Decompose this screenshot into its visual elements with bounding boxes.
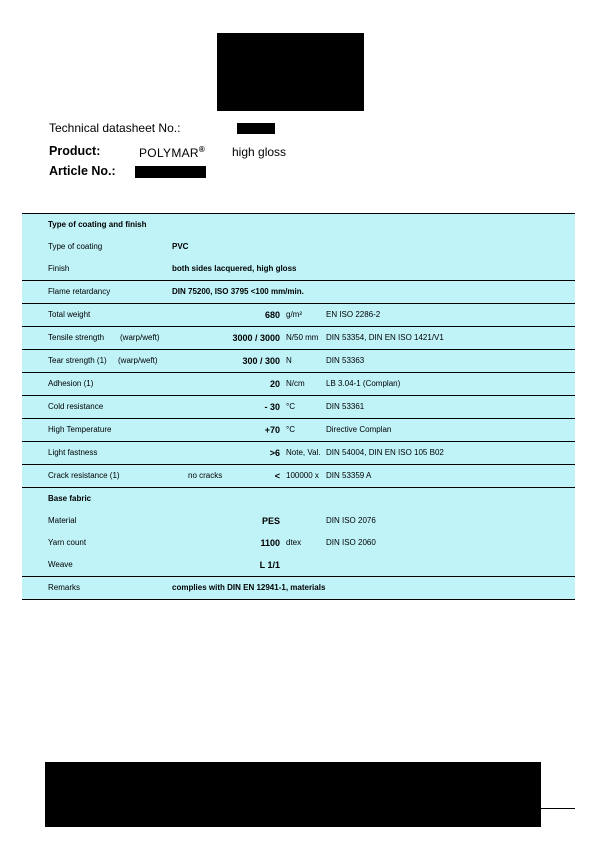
section-title: Type of coating and finish [48,220,147,229]
row-label: Type of coating [48,242,103,251]
row-norm: EN ISO 2286-2 [326,310,381,319]
row-norm: DIN 53354, DIN EN ISO 1421/V1 [326,333,444,342]
table-row [22,303,575,326]
row-sublabel: (warp/weft) [120,333,160,342]
row-label: Light fastness [48,448,98,457]
row-norm: DIN ISO 2076 [326,516,376,525]
row-value: both sides lacquered, high gloss [172,264,297,273]
row-value: complies with DIN EN 12941-1, materials [172,583,326,592]
row-value: PVC [172,242,189,251]
table-row [22,280,575,303]
row-value: L 1/1 [259,560,280,570]
table-row [22,441,575,464]
row-label: Weave [48,560,73,569]
row-value: +70 [264,425,280,435]
table-row [22,395,575,418]
row-label: Tensile strength [48,333,105,342]
table-row [22,464,575,487]
row-norm: DIN ISO 2060 [326,538,376,547]
product-name-text: POLYMAR [139,146,199,160]
row-unit: °C [286,425,295,434]
registered-mark: ® [198,145,206,154]
product-name [139,145,205,160]
row-label: Yarn count [48,538,87,547]
row-value: 3000 / 3000 [232,333,280,343]
row-unit: g/m² [286,310,302,319]
table-row [22,532,575,554]
row-norm: LB 3.04-1 (Complan) [326,379,401,388]
article-label: Article No.: [49,164,116,178]
section-title: Base fabric [48,494,92,503]
footer-rule [540,808,575,809]
row-label: Remarks [48,583,81,592]
section-header-base-fabric [22,487,575,510]
row-sublabel: (warp/weft) [118,356,158,365]
row-label: Material [48,516,77,525]
row-norm: DIN 54004, DIN EN ISO 105 B02 [326,448,444,457]
row-norm: DIN 53361 [326,402,365,411]
row-label: High Temperature [48,425,112,434]
row-value: 680 [264,310,280,320]
section-header-coating [22,214,575,236]
row-unit: N/cm [286,379,305,388]
row-label: Crack resistance (1) [48,471,120,480]
table-row [22,372,575,395]
row-label: Cold resistance [48,402,104,411]
table-row [22,326,575,349]
datasheet-number-redaction [237,123,275,134]
row-unit: 100000 x [286,471,319,480]
row-value: 300 / 300 [242,356,280,366]
datasheet-table [22,213,575,600]
article-number-redaction [135,166,206,178]
product-variant: high gloss [232,145,287,159]
product-label: Product: [49,144,101,158]
row-value: 20 [269,379,280,389]
row-value: >6 [269,448,280,458]
table-row [22,418,575,441]
row-label: Tear strength (1) [48,356,107,365]
row-label: Adhesion (1) [48,379,94,388]
row-label: Total weight [48,310,91,319]
row-norm: DIN 53363 [326,356,365,365]
row-value: < [274,471,280,481]
row-value: DIN 75200, ISO 3795 <100 mm/min. [172,287,304,296]
row-value: 1100 [260,538,280,548]
table-row [22,258,575,280]
row-unit: N/50 mm [286,333,319,342]
table-row [22,510,575,532]
row-norm: DIN 53359 A [326,471,372,480]
row-norm: Directive Complan [326,425,392,434]
row-value: PES [261,516,280,526]
table-row [22,554,575,576]
row-unit: °C [286,402,295,411]
row-sublabel: no cracks [188,471,223,480]
row-unit: Note, Val. [286,448,321,457]
table-row [22,349,575,372]
table-row [22,236,575,258]
datasheet-label: Technical datasheet No.: [49,121,181,135]
row-unit: N [286,356,292,365]
table-row [22,576,575,599]
row-label: Finish [48,264,70,273]
row-value: - 30 [264,402,280,412]
footer-redaction [45,762,541,827]
row-label: Flame retardancy [48,287,111,296]
row-unit: dtex [286,538,302,547]
logo-redaction [217,33,364,111]
